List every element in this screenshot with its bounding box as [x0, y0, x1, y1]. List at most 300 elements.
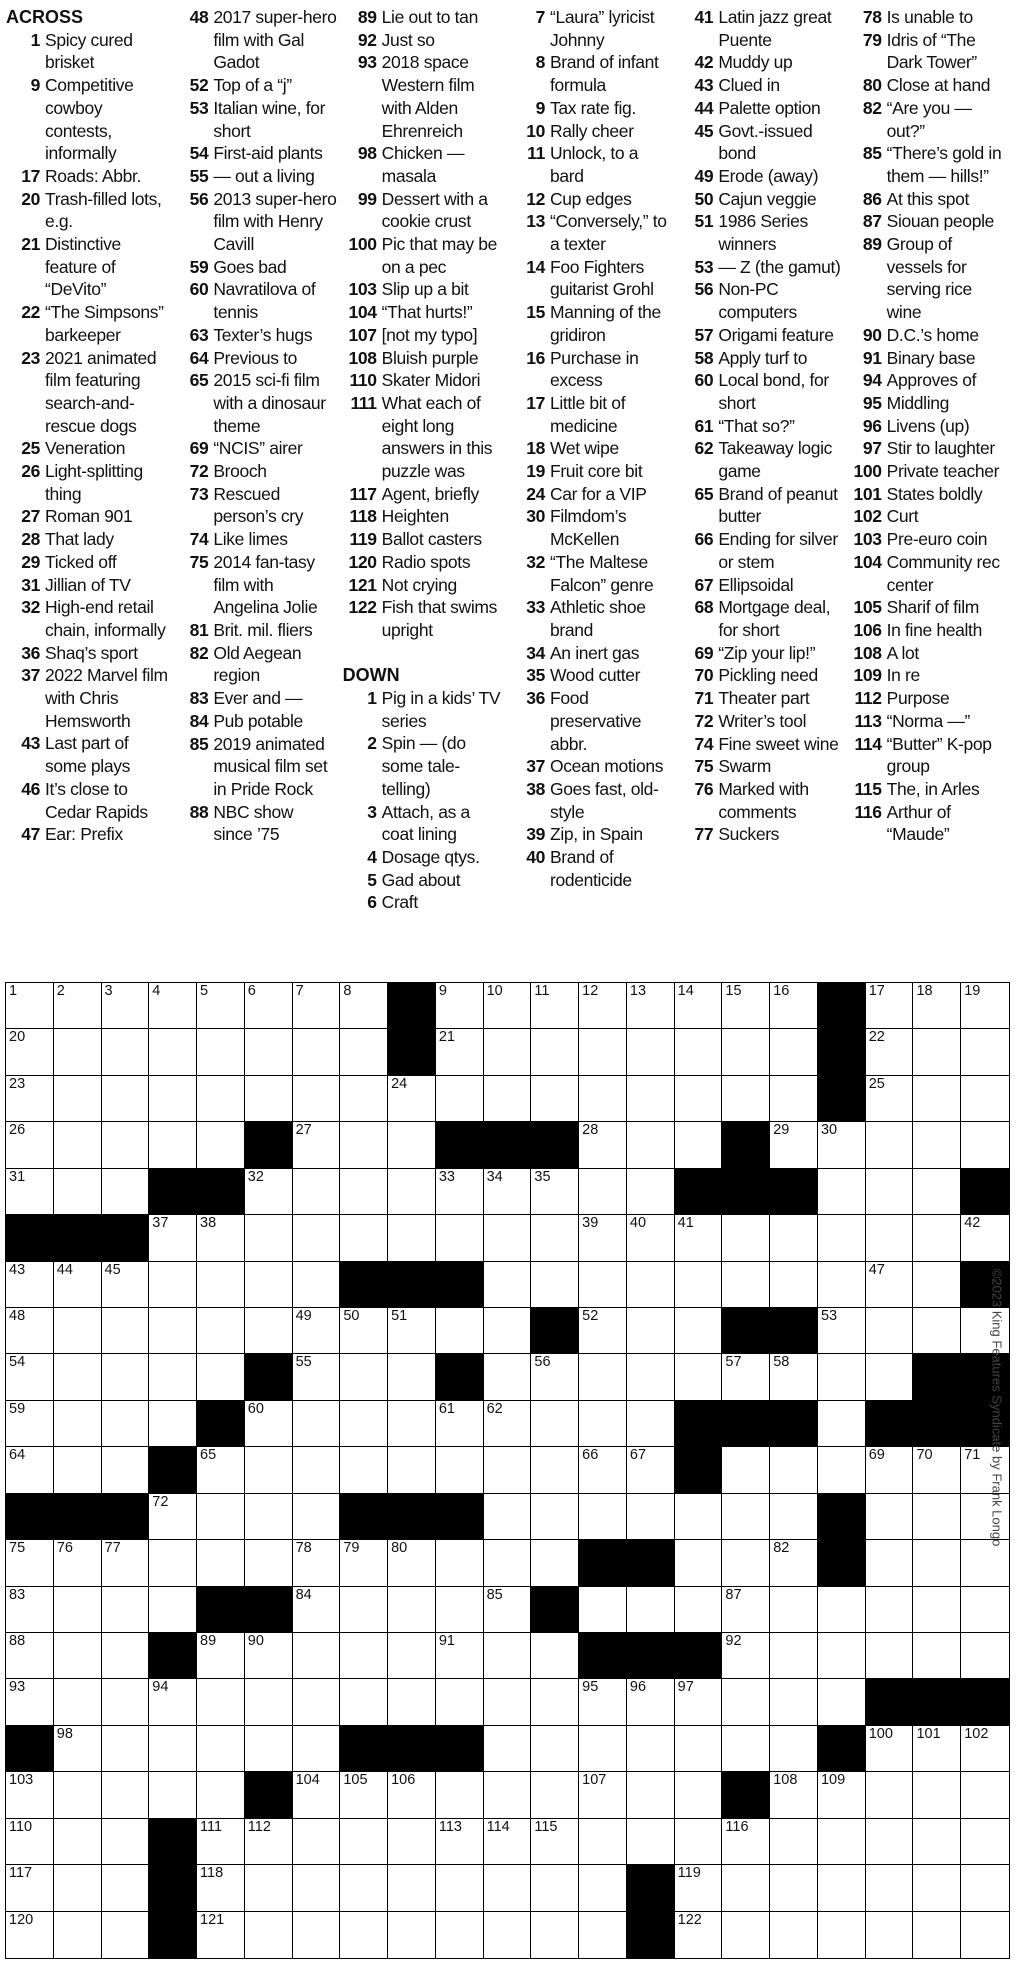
grid-cell[interactable] [484, 1215, 532, 1261]
grid-cell[interactable] [866, 1494, 914, 1540]
grid-cell[interactable] [436, 1215, 484, 1261]
grid-cell[interactable] [436, 1308, 484, 1354]
grid-cell[interactable] [293, 1076, 341, 1122]
grid-cell[interactable] [102, 1401, 150, 1447]
grid-cell[interactable] [293, 1169, 341, 1215]
grid-cell[interactable] [818, 1447, 866, 1493]
grid-cell[interactable] [531, 1633, 579, 1679]
grid-cell[interactable] [102, 1679, 150, 1725]
grid-cell[interactable] [197, 1215, 245, 1261]
grid-cell[interactable] [436, 1587, 484, 1633]
grid-cell[interactable] [245, 1215, 293, 1261]
grid-cell[interactable] [722, 1633, 770, 1679]
grid-cell[interactable] [961, 1726, 1009, 1772]
grid-cell[interactable] [579, 1865, 627, 1911]
grid-cell[interactable] [722, 1912, 770, 1958]
grid-cell[interactable] [579, 1772, 627, 1818]
grid-cell[interactable] [627, 1401, 675, 1447]
grid-cell[interactable] [149, 1587, 197, 1633]
grid-cell[interactable] [484, 1819, 532, 1865]
grid-cell[interactable] [675, 1354, 723, 1400]
grid-cell[interactable] [436, 1447, 484, 1493]
grid-cell[interactable] [770, 1726, 818, 1772]
grid-cell[interactable] [54, 1262, 102, 1308]
grid-cell[interactable] [531, 983, 579, 1029]
grid-cell[interactable] [149, 1726, 197, 1772]
grid-cell[interactable] [866, 1262, 914, 1308]
grid-cell[interactable] [770, 1679, 818, 1725]
grid-cell[interactable] [484, 1679, 532, 1725]
grid-cell[interactable] [54, 1819, 102, 1865]
grid-cell[interactable] [245, 1447, 293, 1493]
grid-cell[interactable] [770, 1076, 818, 1122]
grid-cell[interactable] [913, 1726, 961, 1772]
grid-cell[interactable] [436, 1540, 484, 1586]
grid-cell[interactable] [627, 1215, 675, 1261]
grid-cell[interactable] [579, 1262, 627, 1308]
grid-cell[interactable] [722, 1865, 770, 1911]
grid-cell[interactable] [245, 1076, 293, 1122]
grid-cell[interactable] [961, 1029, 1009, 1075]
grid-cell[interactable] [484, 1076, 532, 1122]
grid-cell[interactable] [340, 1447, 388, 1493]
grid-cell[interactable] [149, 1772, 197, 1818]
grid-cell[interactable] [102, 1587, 150, 1633]
grid-cell[interactable] [102, 1726, 150, 1772]
grid-cell[interactable] [293, 1215, 341, 1261]
grid-cell[interactable] [6, 1679, 54, 1725]
grid-cell[interactable] [293, 1447, 341, 1493]
grid-cell[interactable] [149, 1354, 197, 1400]
grid-cell[interactable] [770, 1540, 818, 1586]
grid-cell[interactable] [961, 1865, 1009, 1911]
grid-cell[interactable] [818, 1122, 866, 1168]
grid-cell[interactable] [245, 1029, 293, 1075]
grid-cell[interactable] [245, 1865, 293, 1911]
grid-cell[interactable] [579, 1308, 627, 1354]
grid-cell[interactable] [913, 1819, 961, 1865]
grid-cell[interactable] [627, 1169, 675, 1215]
grid-cell[interactable] [6, 1540, 54, 1586]
grid-cell[interactable] [293, 1726, 341, 1772]
grid-cell[interactable] [627, 1494, 675, 1540]
grid-cell[interactable] [627, 1076, 675, 1122]
grid-cell[interactable] [340, 1633, 388, 1679]
grid-cell[interactable] [675, 1029, 723, 1075]
grid-cell[interactable] [54, 1354, 102, 1400]
grid-cell[interactable] [675, 983, 723, 1029]
grid-cell[interactable] [436, 1029, 484, 1075]
grid-cell[interactable] [579, 1819, 627, 1865]
grid-cell[interactable] [913, 1169, 961, 1215]
grid-cell[interactable] [436, 983, 484, 1029]
grid-cell[interactable] [961, 1912, 1009, 1958]
grid-cell[interactable] [866, 1122, 914, 1168]
grid-cell[interactable] [579, 1679, 627, 1725]
grid-cell[interactable] [770, 1819, 818, 1865]
grid-cell[interactable] [6, 1169, 54, 1215]
grid-cell[interactable] [484, 1865, 532, 1911]
grid-cell[interactable] [293, 1587, 341, 1633]
grid-cell[interactable] [722, 1076, 770, 1122]
grid-cell[interactable] [197, 983, 245, 1029]
grid-cell[interactable] [245, 1401, 293, 1447]
grid-cell[interactable] [436, 1679, 484, 1725]
grid-cell[interactable] [340, 1076, 388, 1122]
grid-cell[interactable] [770, 1262, 818, 1308]
grid-cell[interactable] [54, 1447, 102, 1493]
grid-cell[interactable] [770, 1912, 818, 1958]
grid-cell[interactable] [531, 1540, 579, 1586]
grid-cell[interactable] [245, 1819, 293, 1865]
grid-cell[interactable] [197, 1540, 245, 1586]
grid-cell[interactable] [54, 1726, 102, 1772]
grid-cell[interactable] [340, 1169, 388, 1215]
grid-cell[interactable] [627, 983, 675, 1029]
grid-cell[interactable] [293, 1494, 341, 1540]
grid-cell[interactable] [149, 1540, 197, 1586]
grid-cell[interactable] [54, 1772, 102, 1818]
grid-cell[interactable] [293, 1401, 341, 1447]
grid-cell[interactable] [866, 1865, 914, 1911]
grid-cell[interactable] [866, 1912, 914, 1958]
grid-cell[interactable] [913, 1912, 961, 1958]
grid-cell[interactable] [149, 1215, 197, 1261]
grid-cell[interactable] [6, 1912, 54, 1958]
grid-cell[interactable] [818, 1819, 866, 1865]
grid-cell[interactable] [149, 1401, 197, 1447]
grid-cell[interactable] [961, 1819, 1009, 1865]
grid-cell[interactable] [866, 1633, 914, 1679]
grid-cell[interactable] [484, 1587, 532, 1633]
grid-cell[interactable] [388, 1354, 436, 1400]
grid-cell[interactable] [579, 1029, 627, 1075]
grid-cell[interactable] [866, 1587, 914, 1633]
grid-cell[interactable] [197, 1679, 245, 1725]
grid-cell[interactable] [197, 1633, 245, 1679]
grid-cell[interactable] [54, 1308, 102, 1354]
grid-cell[interactable] [770, 1633, 818, 1679]
grid-cell[interactable] [866, 1169, 914, 1215]
grid-cell[interactable] [770, 1587, 818, 1633]
grid-cell[interactable] [388, 1122, 436, 1168]
grid-cell[interactable] [866, 1308, 914, 1354]
grid-cell[interactable] [579, 1122, 627, 1168]
grid-cell[interactable] [627, 1772, 675, 1818]
grid-cell[interactable] [197, 1912, 245, 1958]
grid-cell[interactable] [340, 1354, 388, 1400]
grid-cell[interactable] [436, 1865, 484, 1911]
grid-cell[interactable] [818, 1912, 866, 1958]
grid-cell[interactable] [54, 1912, 102, 1958]
grid-cell[interactable] [484, 1169, 532, 1215]
grid-cell[interactable] [6, 1633, 54, 1679]
grid-cell[interactable] [340, 1029, 388, 1075]
grid-cell[interactable] [675, 1912, 723, 1958]
grid-cell[interactable] [484, 1912, 532, 1958]
grid-cell[interactable] [245, 1633, 293, 1679]
grid-cell[interactable] [340, 1122, 388, 1168]
grid-cell[interactable] [866, 1726, 914, 1772]
grid-cell[interactable] [388, 1076, 436, 1122]
grid-cell[interactable] [531, 1865, 579, 1911]
grid-cell[interactable] [818, 1262, 866, 1308]
grid-cell[interactable] [722, 1447, 770, 1493]
grid-cell[interactable] [197, 1447, 245, 1493]
grid-cell[interactable] [197, 1354, 245, 1400]
grid-cell[interactable] [579, 1401, 627, 1447]
grid-cell[interactable] [866, 1215, 914, 1261]
grid-cell[interactable] [913, 1215, 961, 1261]
grid-cell[interactable] [531, 1447, 579, 1493]
grid-cell[interactable] [102, 1447, 150, 1493]
grid-cell[interactable] [245, 983, 293, 1029]
grid-cell[interactable] [531, 1401, 579, 1447]
grid-cell[interactable] [54, 1029, 102, 1075]
grid-cell[interactable] [6, 1122, 54, 1168]
grid-cell[interactable] [913, 1587, 961, 1633]
grid-cell[interactable] [197, 1029, 245, 1075]
grid-cell[interactable] [770, 1029, 818, 1075]
grid-cell[interactable] [102, 983, 150, 1029]
grid-cell[interactable] [293, 1912, 341, 1958]
grid-cell[interactable] [149, 1076, 197, 1122]
grid-cell[interactable] [579, 1587, 627, 1633]
grid-cell[interactable] [913, 1772, 961, 1818]
grid-cell[interactable] [531, 1772, 579, 1818]
grid-cell[interactable] [102, 1308, 150, 1354]
grid-cell[interactable] [818, 1401, 866, 1447]
grid-cell[interactable] [675, 1772, 723, 1818]
grid-cell[interactable] [484, 1726, 532, 1772]
grid-cell[interactable] [866, 1447, 914, 1493]
grid-cell[interactable] [722, 1679, 770, 1725]
grid-cell[interactable] [818, 1169, 866, 1215]
grid-cell[interactable] [102, 1865, 150, 1911]
grid-cell[interactable] [102, 1122, 150, 1168]
grid-cell[interactable] [102, 1540, 150, 1586]
grid-cell[interactable] [149, 1029, 197, 1075]
grid-cell[interactable] [6, 1447, 54, 1493]
grid-cell[interactable] [531, 1494, 579, 1540]
grid-cell[interactable] [293, 1029, 341, 1075]
grid-cell[interactable] [484, 1633, 532, 1679]
grid-cell[interactable] [102, 1076, 150, 1122]
grid-cell[interactable] [484, 1354, 532, 1400]
grid-cell[interactable] [627, 1679, 675, 1725]
grid-cell[interactable] [388, 1169, 436, 1215]
grid-cell[interactable] [627, 1122, 675, 1168]
grid-cell[interactable] [388, 1912, 436, 1958]
grid-cell[interactable] [913, 983, 961, 1029]
grid-cell[interactable] [866, 1772, 914, 1818]
grid-cell[interactable] [102, 1262, 150, 1308]
grid-cell[interactable] [245, 1308, 293, 1354]
grid-cell[interactable] [293, 1633, 341, 1679]
grid-cell[interactable] [149, 1494, 197, 1540]
grid-cell[interactable] [818, 1308, 866, 1354]
grid-cell[interactable] [293, 1354, 341, 1400]
grid-cell[interactable] [531, 1819, 579, 1865]
grid-cell[interactable] [245, 1679, 293, 1725]
grid-cell[interactable] [388, 1540, 436, 1586]
grid-cell[interactable] [484, 1262, 532, 1308]
grid-cell[interactable] [627, 1726, 675, 1772]
grid-cell[interactable] [722, 1726, 770, 1772]
grid-cell[interactable] [340, 1540, 388, 1586]
grid-cell[interactable] [436, 1633, 484, 1679]
grid-cell[interactable] [675, 1215, 723, 1261]
grid-cell[interactable] [627, 1819, 675, 1865]
grid-cell[interactable] [340, 1865, 388, 1911]
grid-cell[interactable] [675, 1122, 723, 1168]
grid-cell[interactable] [388, 1447, 436, 1493]
grid-cell[interactable] [913, 1122, 961, 1168]
grid-cell[interactable] [149, 1679, 197, 1725]
grid-cell[interactable] [579, 1912, 627, 1958]
grid-cell[interactable] [197, 1262, 245, 1308]
grid-cell[interactable] [627, 1587, 675, 1633]
grid-cell[interactable] [770, 1122, 818, 1168]
grid-cell[interactable] [436, 1401, 484, 1447]
grid-cell[interactable] [818, 1679, 866, 1725]
grid-cell[interactable] [388, 1308, 436, 1354]
grid-cell[interactable] [6, 1865, 54, 1911]
grid-cell[interactable] [102, 1354, 150, 1400]
grid-cell[interactable] [531, 1679, 579, 1725]
grid-cell[interactable] [388, 1819, 436, 1865]
grid-cell[interactable] [197, 1494, 245, 1540]
grid-cell[interactable] [6, 1772, 54, 1818]
grid-cell[interactable] [770, 1354, 818, 1400]
grid-cell[interactable] [579, 1726, 627, 1772]
grid-cell[interactable] [388, 1772, 436, 1818]
grid-cell[interactable] [961, 983, 1009, 1029]
grid-cell[interactable] [531, 1262, 579, 1308]
grid-cell[interactable] [340, 1215, 388, 1261]
grid-cell[interactable] [866, 1076, 914, 1122]
grid-cell[interactable] [722, 1819, 770, 1865]
grid-cell[interactable] [340, 1308, 388, 1354]
grid-cell[interactable] [6, 1029, 54, 1075]
grid-cell[interactable] [388, 1633, 436, 1679]
grid-cell[interactable] [866, 1819, 914, 1865]
grid-cell[interactable] [722, 1540, 770, 1586]
grid-cell[interactable] [245, 1726, 293, 1772]
grid-cell[interactable] [770, 983, 818, 1029]
grid-cell[interactable] [197, 1819, 245, 1865]
grid-cell[interactable] [340, 1401, 388, 1447]
grid-cell[interactable] [293, 983, 341, 1029]
grid-cell[interactable] [722, 1587, 770, 1633]
grid-cell[interactable] [6, 1401, 54, 1447]
grid-cell[interactable] [54, 1076, 102, 1122]
grid-cell[interactable] [484, 1772, 532, 1818]
grid-cell[interactable] [627, 1447, 675, 1493]
grid-cell[interactable] [675, 1540, 723, 1586]
grid-cell[interactable] [293, 1819, 341, 1865]
grid-cell[interactable] [579, 1215, 627, 1261]
grid-cell[interactable] [102, 1819, 150, 1865]
grid-cell[interactable] [388, 1679, 436, 1725]
grid-cell[interactable] [770, 1494, 818, 1540]
grid-cell[interactable] [866, 1354, 914, 1400]
grid-cell[interactable] [484, 983, 532, 1029]
grid-cell[interactable] [913, 1076, 961, 1122]
grid-cell[interactable] [197, 1308, 245, 1354]
grid-cell[interactable] [579, 1494, 627, 1540]
grid-cell[interactable] [6, 1262, 54, 1308]
grid-cell[interactable] [531, 1912, 579, 1958]
grid-cell[interactable] [436, 1912, 484, 1958]
grid-cell[interactable] [340, 1679, 388, 1725]
grid-cell[interactable] [579, 1354, 627, 1400]
grid-cell[interactable] [388, 1401, 436, 1447]
grid-cell[interactable] [675, 1308, 723, 1354]
grid-cell[interactable] [722, 1354, 770, 1400]
grid-cell[interactable] [102, 1912, 150, 1958]
grid-cell[interactable] [149, 1262, 197, 1308]
grid-cell[interactable] [531, 1169, 579, 1215]
grid-cell[interactable] [197, 1865, 245, 1911]
grid-cell[interactable] [245, 1262, 293, 1308]
grid-cell[interactable] [675, 1865, 723, 1911]
grid-cell[interactable] [913, 1447, 961, 1493]
grid-cell[interactable] [675, 1679, 723, 1725]
grid-cell[interactable] [818, 1633, 866, 1679]
grid-cell[interactable] [675, 1587, 723, 1633]
grid-cell[interactable] [197, 1122, 245, 1168]
grid-cell[interactable] [245, 1494, 293, 1540]
grid-cell[interactable] [54, 1540, 102, 1586]
grid-cell[interactable] [531, 1029, 579, 1075]
grid-cell[interactable] [54, 1865, 102, 1911]
grid-cell[interactable] [197, 1726, 245, 1772]
grid-cell[interactable] [484, 1494, 532, 1540]
grid-cell[interactable] [340, 983, 388, 1029]
grid-cell[interactable] [627, 1262, 675, 1308]
grid-cell[interactable] [627, 1354, 675, 1400]
grid-cell[interactable] [675, 1262, 723, 1308]
grid-cell[interactable] [102, 1169, 150, 1215]
grid-cell[interactable] [149, 1122, 197, 1168]
grid-cell[interactable] [245, 1540, 293, 1586]
grid-cell[interactable] [54, 1633, 102, 1679]
grid-cell[interactable] [54, 1679, 102, 1725]
grid-cell[interactable] [436, 1772, 484, 1818]
grid-cell[interactable] [722, 1262, 770, 1308]
grid-cell[interactable] [484, 1308, 532, 1354]
grid-cell[interactable] [675, 1819, 723, 1865]
grid-cell[interactable] [293, 1540, 341, 1586]
grid-cell[interactable] [6, 1354, 54, 1400]
grid-cell[interactable] [531, 1354, 579, 1400]
grid-cell[interactable] [913, 1540, 961, 1586]
grid-cell[interactable] [484, 1447, 532, 1493]
grid-cell[interactable] [388, 1215, 436, 1261]
grid-cell[interactable] [293, 1122, 341, 1168]
grid-cell[interactable] [6, 1076, 54, 1122]
grid-cell[interactable] [6, 1819, 54, 1865]
grid-cell[interactable] [818, 1354, 866, 1400]
grid-cell[interactable] [818, 1215, 866, 1261]
grid-cell[interactable] [818, 1865, 866, 1911]
grid-cell[interactable] [627, 1029, 675, 1075]
grid-cell[interactable] [102, 1029, 150, 1075]
grid-cell[interactable] [675, 1726, 723, 1772]
grid-cell[interactable] [6, 1308, 54, 1354]
grid-cell[interactable] [102, 1633, 150, 1679]
